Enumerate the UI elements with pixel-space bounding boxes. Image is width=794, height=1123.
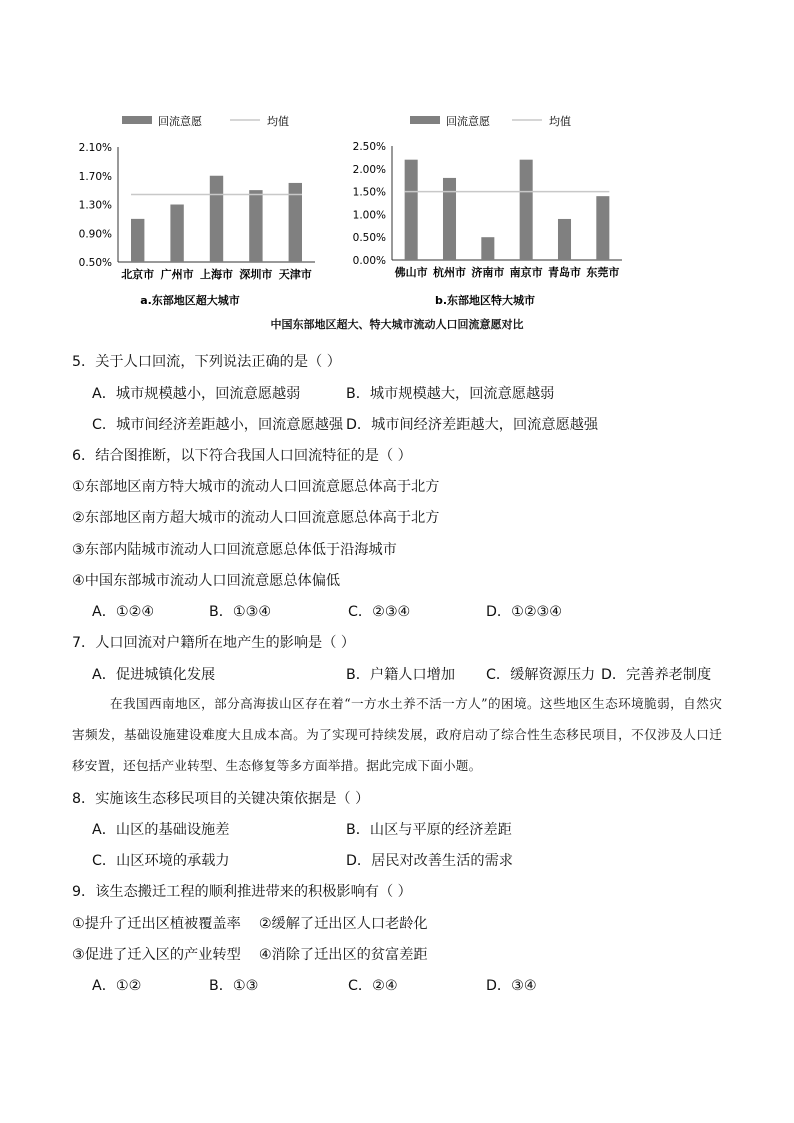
q9-option-c[interactable]: C．②④ — [348, 978, 398, 994]
bar — [520, 160, 533, 260]
y-tick-label: 0.50% — [352, 232, 386, 245]
q6-statement-3: ③东部内陆城市流动人口回流意愿总体低于沿海城市 — [72, 542, 397, 558]
bar — [558, 219, 571, 260]
bar — [210, 176, 223, 262]
q6-option-b[interactable]: B．①③④ — [209, 604, 272, 620]
bar — [443, 178, 456, 260]
y-tick-label: 2.00% — [352, 163, 386, 176]
q9-option-b[interactable]: B．①③ — [209, 978, 259, 994]
q9-statements-1-2: ①提升了迁出区植被覆盖率 ②缓解了迁出区人口老龄化 — [72, 916, 428, 932]
x-tick-label: 青岛市 — [548, 266, 581, 279]
reading-passage: 在我国西南地区，部分高海拔山区存在着“一方水土养不活一方人”的困境。这些地区生态环境脆弱，自然灾害频发，基础设施建设难度大且成本高。为了实现可持续发展，政府启动了综合性生态移民项目，不仅涉及人口迁移安置，还包括产业转型、生态修复等多方面举措。据此完成下面小题。 — [72, 696, 722, 773]
chart-a-title: a.东部地区超大城市 — [140, 294, 240, 307]
question-5-stem: 5．关于人口回流，下列说法正确的是（ ） — [72, 354, 341, 370]
x-tick-label: 南京市 — [509, 266, 543, 279]
bar — [405, 160, 418, 260]
legend-line-label: 均值 — [267, 115, 289, 128]
x-tick-label: 东莞市 — [586, 266, 620, 279]
y-tick-label: 2.10% — [78, 142, 112, 154]
q6-option-a[interactable]: A．①②④ — [92, 604, 155, 620]
legend-b — [410, 114, 571, 128]
q5-option-a[interactable]: A．城市规模越小，回流意愿越弱 — [92, 386, 301, 402]
q8-option-b[interactable]: B．山区与平原的经济差距 — [346, 822, 512, 838]
x-tick-label: 广州市 — [160, 268, 194, 281]
question-8-stem: 8．实施该生态移民项目的关键决策依据是（ ） — [72, 791, 370, 807]
y-tick-label: 1.30% — [78, 199, 112, 212]
y-tick-label: 1.70% — [78, 170, 112, 183]
legend-a — [122, 114, 289, 128]
q6-option-d[interactable]: D．①②③④ — [486, 604, 562, 620]
question-9-stem: 9．该生态搬迁工程的顺利推进带来的积极影响有（ ） — [72, 884, 412, 900]
y-tick-label: 1.50% — [352, 186, 386, 199]
bar — [249, 190, 262, 262]
y-tick-label: 1.00% — [352, 209, 386, 222]
q6-statement-2: ②东部地区南方超大城市的流动人口回流意愿总体高于北方 — [72, 510, 440, 526]
legend-bar-label: 回流意愿 — [446, 115, 490, 128]
q7-option-a[interactable]: A．促进城镇化发展 — [92, 667, 216, 683]
x-tick-label: 济南市 — [471, 266, 505, 279]
question-7-stem: 7．人口回流对户籍所在地产生的影响是（ ） — [72, 635, 356, 651]
q8-option-a[interactable]: A．山区的基础设施差 — [92, 822, 230, 838]
q9-option-a[interactable]: A．①② — [92, 978, 142, 994]
q7-option-c[interactable]: C．缓解资源压力 — [486, 667, 596, 683]
q5-option-d[interactable]: D．城市间经济差距越大，回流意愿越强 — [346, 417, 599, 433]
q7-option-d[interactable]: D．完善养老制度 — [601, 667, 712, 683]
chart-b-title: b.东部地区特大城市 — [434, 294, 536, 307]
bar — [596, 196, 609, 260]
q9-option-d[interactable]: D．③④ — [486, 978, 537, 994]
x-tick-label: 深圳市 — [239, 268, 273, 281]
q6-statement-1: ①东部地区南方特大城市的流动人口回流意愿总体高于北方 — [72, 479, 440, 495]
q6-statement-4: ④中国东部城市流动人口回流意愿总体偏低 — [72, 573, 341, 589]
q6-option-c[interactable]: C．②③④ — [348, 604, 411, 620]
q7-option-b[interactable]: B．户籍人口增加 — [346, 667, 456, 683]
y-tick-label: 0.90% — [78, 228, 112, 241]
q5-option-b[interactable]: B．城市规模越大，回流意愿越弱 — [346, 386, 555, 402]
figure-caption: 中国东部地区超大、特大城市流动人口回流意愿对比 — [270, 318, 524, 331]
legend-line-label: 均值 — [549, 115, 571, 128]
x-tick-label: 上海市 — [200, 268, 233, 281]
chart-b — [340, 105, 640, 315]
legend-bar-swatch — [122, 116, 152, 124]
bar — [131, 219, 144, 262]
question-6-stem: 6．结合图推断，以下符合我国人口回流特征的是（ ） — [72, 448, 412, 464]
chart-a — [60, 105, 340, 315]
y-tick-label: 0.50% — [78, 257, 112, 269]
bar — [481, 237, 494, 260]
legend-bar-swatch — [410, 116, 440, 124]
y-tick-label: 2.50% — [352, 141, 386, 153]
legend-bar-label: 回流意愿 — [158, 115, 202, 128]
x-tick-label: 北京市 — [121, 268, 155, 281]
q8-option-d[interactable]: D．居民对改善生活的需求 — [346, 853, 513, 869]
x-tick-label: 杭州市 — [433, 266, 466, 279]
q9-statements-3-4: ③促进了迁入区的产业转型 ④消除了迁出区的贫富差距 — [72, 947, 428, 963]
x-tick-label: 佛山市 — [394, 266, 428, 279]
q5-option-c[interactable]: C．城市间经济差距越小，回流意愿越强 — [92, 417, 344, 433]
q8-option-c[interactable]: C．山区环境的承载力 — [92, 853, 230, 869]
bar — [170, 205, 183, 263]
x-tick-label: 天津市 — [278, 268, 312, 281]
y-tick-label: 0.00% — [352, 255, 386, 267]
